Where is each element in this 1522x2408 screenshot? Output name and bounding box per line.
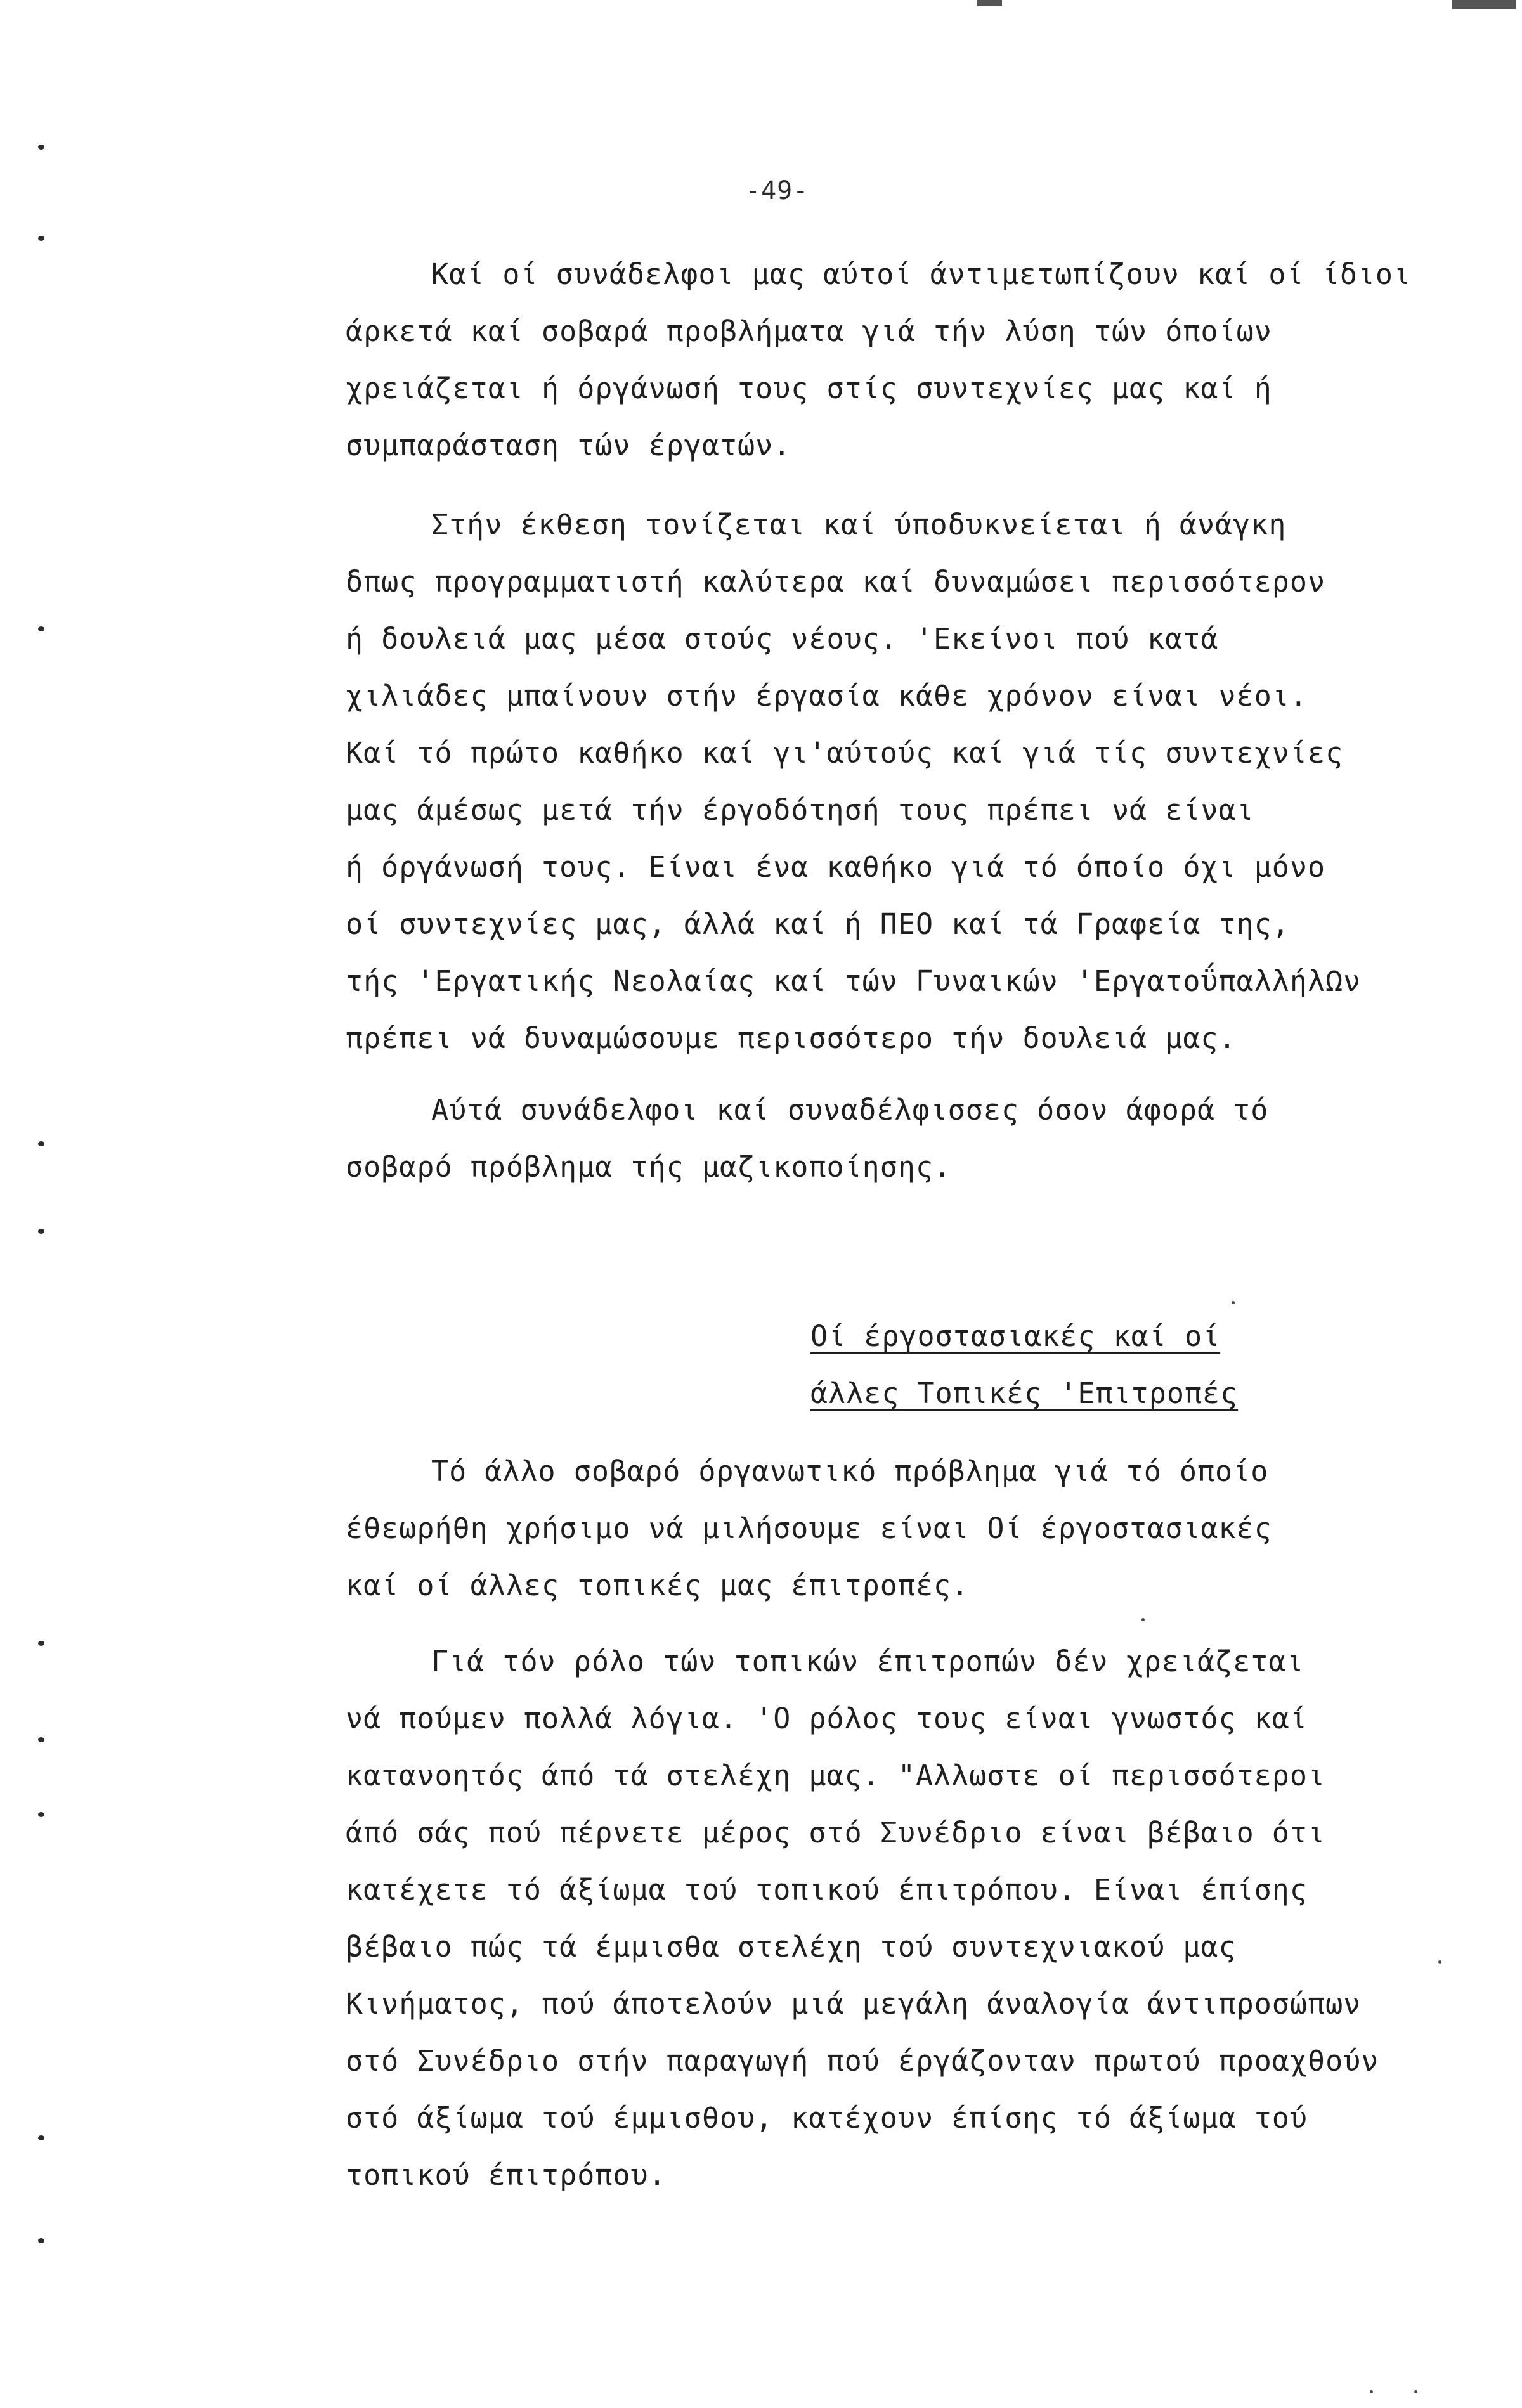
text-line: μας άμέσως μετά τήν έργοδότησή τους πρέπει νά είναι (346, 793, 1254, 827)
margin-mark (38, 1812, 44, 1817)
text-line: Στήν έκθεση τονίζεται καί ύποδυκνείεται ή άνάγκη (431, 508, 1287, 541)
text-line: ή όργάνωσή τους. Είναι ένα καθήκο γιά τό όποίο όχι μόνο (346, 850, 1326, 884)
text-line: πρέπει νά δυναμώσουμε περισσότερο τήν δουλειά μας. (346, 1021, 1237, 1055)
scan-smudge (977, 0, 1002, 6)
text-line: άρκετά καί σοβαρά προβλήματα γιά τήν λύση τών όποίων (346, 314, 1272, 348)
margin-mark (38, 1641, 44, 1646)
text-line: τής 'Εργατικής Νεολαίας καί τών Γυναικών 'ΕργατοΰπαλλήλΩν (346, 964, 1362, 998)
speck (1232, 1301, 1235, 1304)
speck (1142, 1618, 1145, 1621)
margin-mark (38, 2135, 44, 2140)
text-line: συμπαράσταση τών έργατών. (346, 429, 791, 462)
scan-smudge (1452, 0, 1516, 9)
margin-mark (38, 1737, 44, 1742)
text-line: στό άξίωμα τού έμμισθου, κατέχουν έπίσης τό άξίωμα τού (346, 2101, 1308, 2135)
text-line: χιλιάδες μπαίνουν στήν έργασία κάθε χρόνον είναι νέοι. (346, 679, 1308, 713)
margin-mark (38, 2238, 44, 2243)
speck (1414, 2390, 1417, 2393)
text-line: κατανοητός άπό τά στελέχη μας. "Αλλωστε οί περισσότεροι (346, 1759, 1326, 1792)
page-number: -49- (745, 176, 809, 205)
text-line: οί συντεχνίες μας, άλλά καί ή ΠΕΟ καί τά Γραφεία της, (346, 907, 1290, 941)
margin-mark (38, 1229, 44, 1234)
text-line: έθεωρήθη χρήσιμο νά μιλήσουμε είναι Οί έργοστασιακές (346, 1511, 1272, 1545)
text-line: Γιά τόν ρόλο τών τοπικών έπιτροπών δέν χρειάζεται (431, 1645, 1304, 1678)
text-line: τοπικού έπιτρόπου. (346, 2158, 667, 2192)
text-line: στό Συνέδριο στήν παραγωγή πού έργάζονταν πρωτού προαχθούν (346, 2044, 1379, 2078)
text-line: νά πούμεν πολλά λόγια. 'Ο ρόλος τους είναι γνωστός καί (346, 1702, 1308, 1735)
margin-mark (38, 236, 44, 241)
text-line: δπως προγραμματιστή καλύτερα καί δυναμώσει περισσότερον (346, 565, 1326, 599)
text-line: Κινήματος, πού άποτελούν μιά μεγάλη άναλογία άντιπροσώπων (346, 1987, 1362, 2021)
text-line: χρειάζεται ή όργάνωσή τους στίς συντεχνίες μας καί ή (346, 372, 1272, 405)
text-line: βέβαιο πώς τά έμμισθα στελέχη τού συντεχνιακού μας (346, 1930, 1237, 1964)
text-line: σοβαρό πρόβλημα τής μαζικοποίησης. (346, 1150, 952, 1184)
text-line: Καί οί συνάδελφοι μας αύτοί άντιμετωπίζουν καί οί ίδιοι (431, 257, 1412, 291)
text-line: ή δουλειά μας μέσα στούς νέους. 'Εκείνοι πού κατά (346, 622, 1219, 656)
section-heading-line: Οί έργοστασιακές καί οί (810, 1319, 1221, 1353)
text-line: Καί τό πρώτο καθήκο καί γι'αύτούς καί γιά τίς συντεχνίες (346, 736, 1344, 770)
speck (1438, 1960, 1441, 1964)
speck (1370, 2390, 1373, 2393)
text-line: καί οί άλλες τοπικές μας έπιτροπές. (346, 1569, 970, 1602)
text-line: κατέχετε τό άξίωμα τού τοπικού έπιτρόπου. Είναι έπίσης (346, 1873, 1308, 1906)
margin-mark (38, 145, 44, 150)
text-line: Τό άλλο σοβαρό όργανωτικό πρόβλημα γιά τό όποίο (431, 1454, 1269, 1488)
margin-mark (38, 1141, 44, 1146)
margin-mark (38, 626, 44, 631)
section-heading-line: άλλες Τοπικές 'Επιτροπές (810, 1376, 1239, 1410)
text-line: άπό σάς πού πέρνετε μέρος στό Συνέδριο είναι βέβαιο ότι (346, 1816, 1326, 1849)
text-line: Αύτά συνάδελφοι καί συναδέλφισσες όσον άφορά τό (431, 1093, 1269, 1127)
